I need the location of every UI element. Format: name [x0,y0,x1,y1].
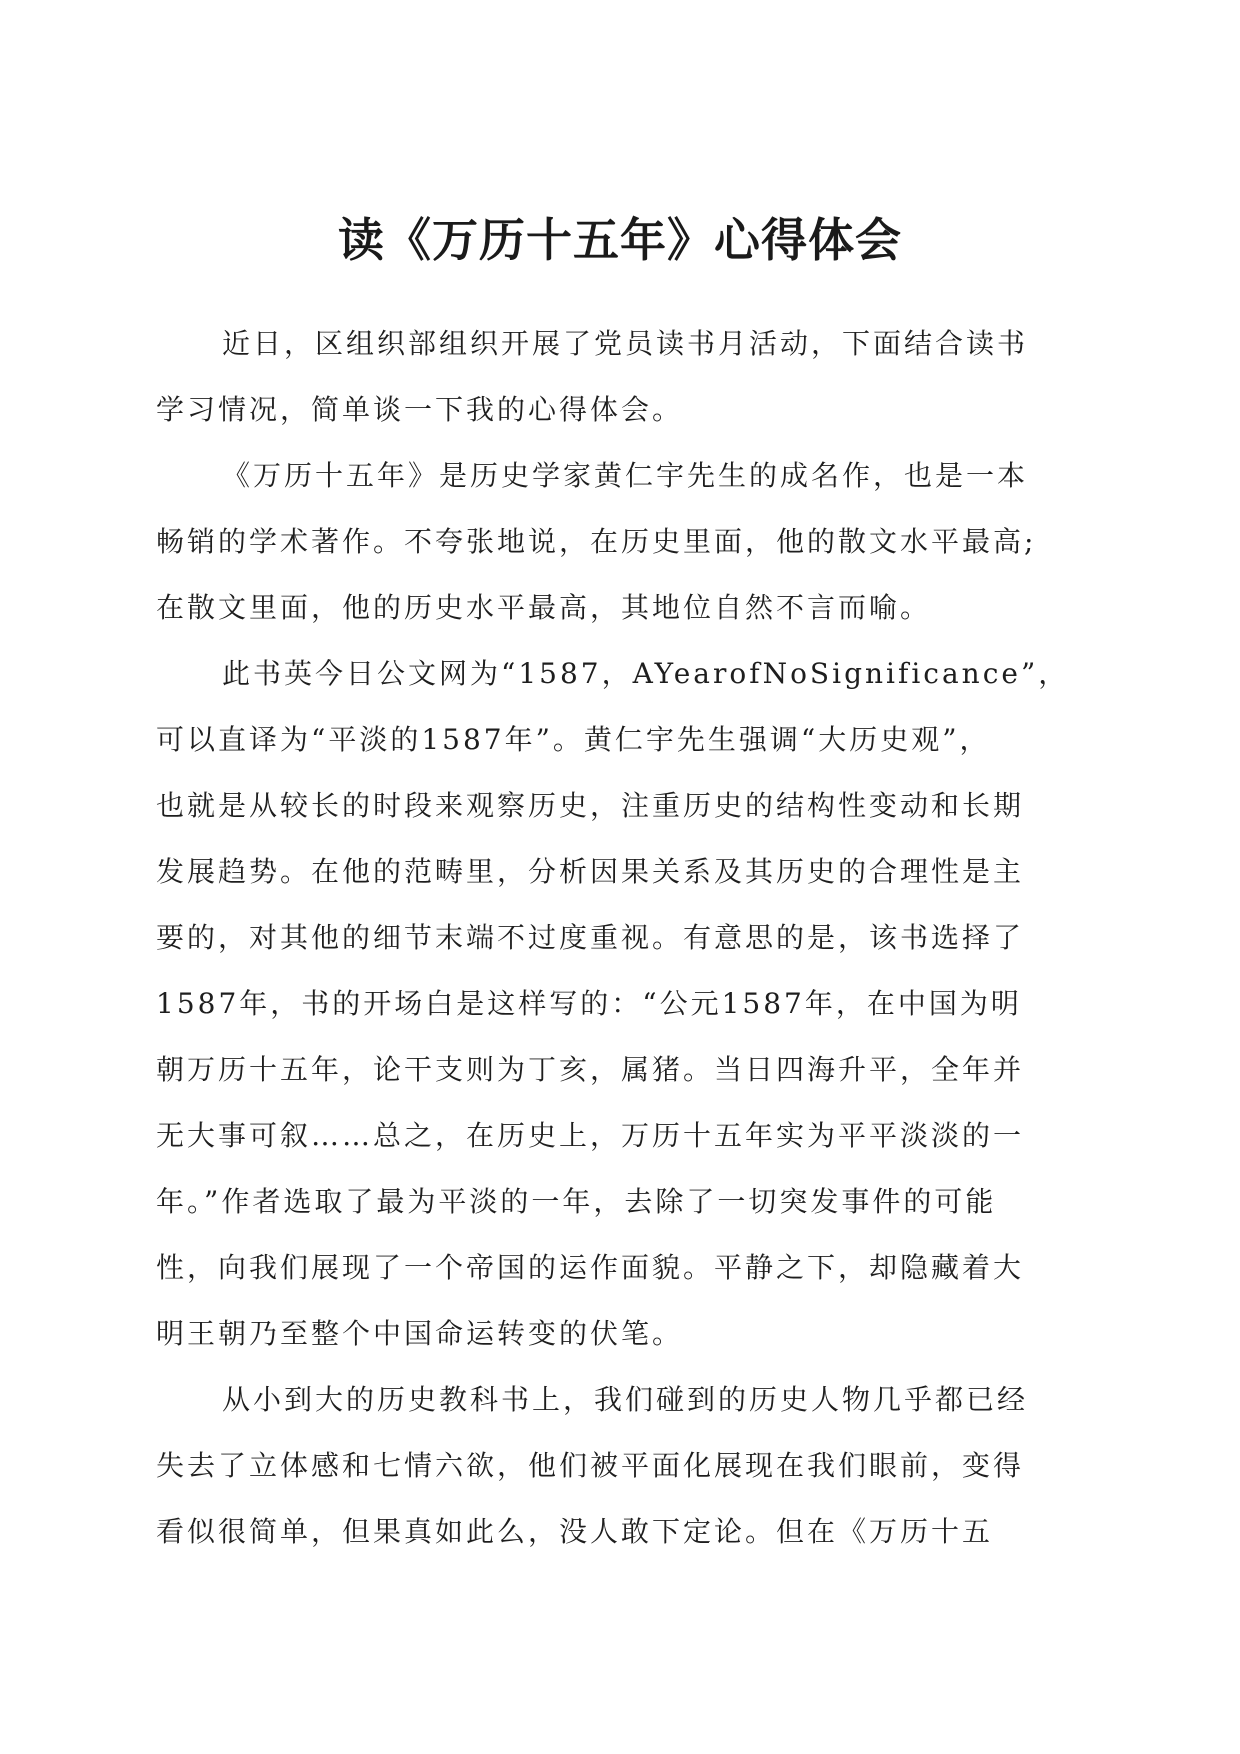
paragraph-3-line-11: 明王朝乃至整个中国命运转变的伏笔。 [156,1317,684,1350]
paragraph-3-line-4: 发展趋势。在他的范畴里，分析因果关系及其历史的合理性是主 [156,855,1025,888]
paragraph-3-line-6: 1587年，书的开场白是这样写的：“公元1587年，在中国为明 [156,987,1022,1020]
paragraph-3-line-3: 也就是从较长的时段来观察历史，注重历史的结构性变动和长期 [156,789,1025,822]
paragraph-2-line-2: 畅销的学术著作。不夸张地说，在历史里面，他的散文水平最高; [156,525,1037,558]
paragraph-3-line-8: 无大事可叙……总之，在历史上，万历十五年实为平平淡淡的一 [156,1119,1025,1152]
paragraph-3-line-10: 性，向我们展现了一个帝国的运作面貌。平静之下，却隐藏着大 [156,1251,1025,1284]
paragraph-2-line-3: 在散文里面，他的历史水平最高，其地位自然不言而喻。 [156,591,932,624]
document-title: 读《万历十五年》心得体会 [338,213,902,267]
paragraph-3-line-5: 要的，对其他的细节末端不过度重视。有意思的是，该书选择了 [156,921,1025,954]
paragraph-4-line-1: 从小到大的历史教科书上，我们碰到的历史人物几乎都已经 [222,1383,1029,1416]
paragraph-1-line-1: 近日，区组织部组织开展了党员读书月活动，下面结合读书 [222,327,1029,360]
paragraph-4-line-2: 失去了立体感和七情六欲，他们被平面化展现在我们眼前，变得 [156,1449,1025,1482]
paragraph-1-line-2: 学习情况，简单谈一下我的心得体会。 [156,393,684,426]
document-body [156,311,1086,1565]
paragraph-2-line-1: 《万历十五年》是历史学家黄仁宇先生的成名作，也是一本 [222,459,1029,492]
paragraph-3-line-9: 年。”作者选取了最为平淡的一年，去除了一切突发事件的可能 [156,1185,997,1218]
paragraph-3-line-7: 朝万历十五年，论干支则为丁亥，属猪。当日四海升平，全年并 [156,1053,1025,1086]
paragraph-3-line-1: 此书英今日公文网为“1587，AYearofNoSignificance”， [222,657,1070,690]
paragraph-4-line-3: 看似很简单，但果真如此么，没人敢下定论。但在《万历十五 [156,1515,994,1548]
paragraph-3-line-2: 可以直译为“平淡的1587年”。黄仁宇先生强调“大历史观”， [156,723,991,756]
